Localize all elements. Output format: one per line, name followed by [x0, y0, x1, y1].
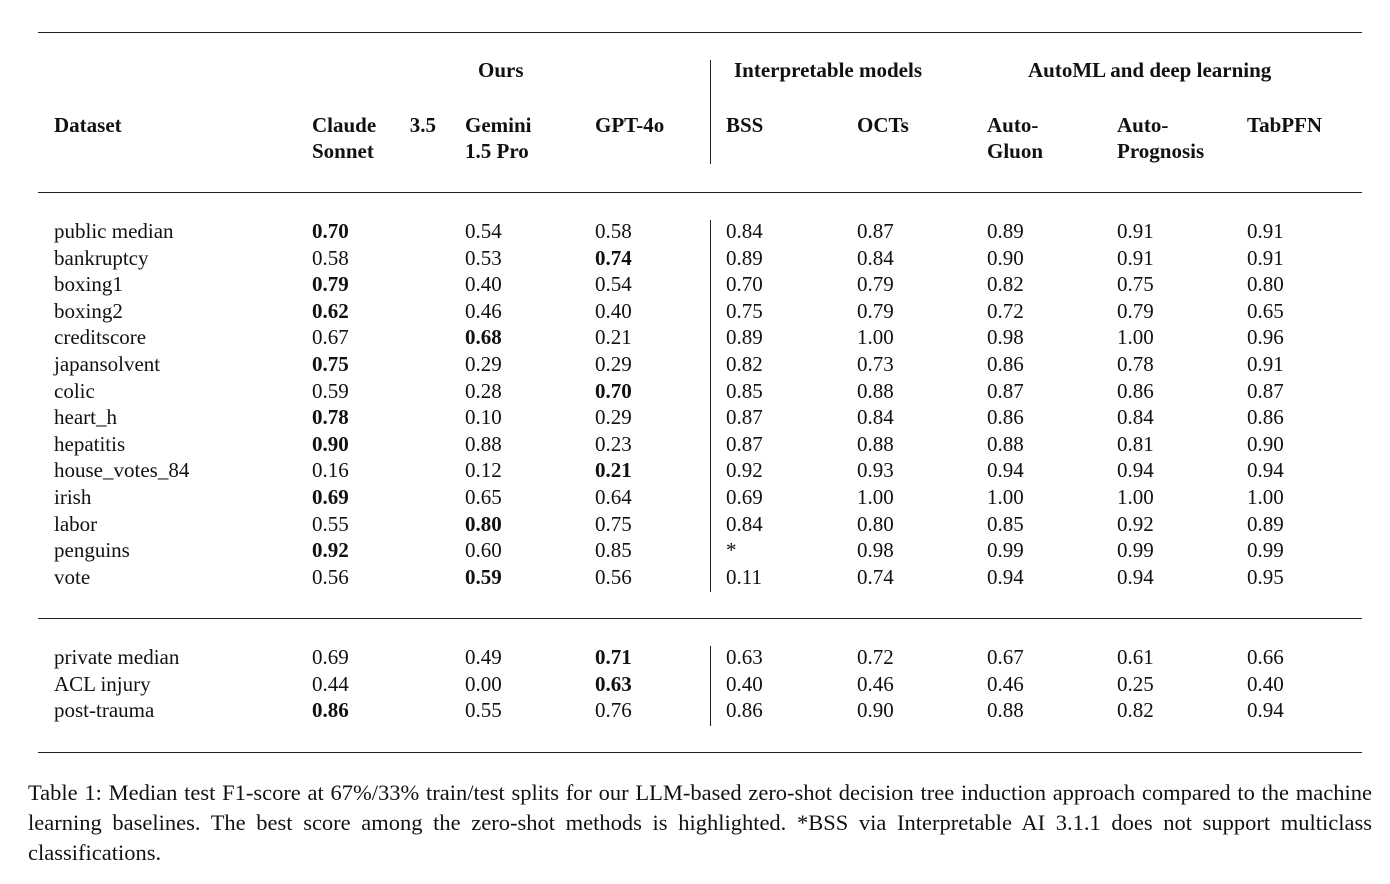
cell-autogluon: 0.88: [987, 431, 1024, 456]
cell-claude: 0.90: [312, 431, 349, 456]
cell-gemini: 0.59: [465, 564, 502, 589]
cell-gpt: 0.29: [595, 405, 632, 430]
cell-bss: 0.92: [726, 458, 763, 483]
column-header-autogluon-line2: Gluon: [987, 139, 1044, 163]
cell-autoprognosis: 0.91: [1117, 219, 1154, 243]
cell-gpt: 0.74: [595, 245, 632, 270]
cell-claude: 0.69: [312, 645, 349, 669]
cell-autogluon: 0.85: [987, 511, 1024, 536]
cell-dataset: public median: [54, 219, 174, 243]
cell-claude: 0.58: [312, 245, 349, 270]
cell-dataset: creditscore: [54, 325, 147, 350]
cell-dataset: boxing2: [54, 298, 123, 323]
column-header-bss: BSS: [726, 113, 764, 137]
cell-dataset: house_votes_84: [54, 458, 190, 483]
table-row: [0, 404, 1390, 431]
cell-autoprognosis: 0.61: [1117, 645, 1154, 669]
cell-claude: 0.92: [312, 538, 349, 563]
cell-gpt: 0.70: [595, 378, 632, 403]
cell-tabpfn: 0.91: [1247, 245, 1284, 270]
cell-tabpfn: 0.91: [1247, 352, 1284, 376]
cell-autoprognosis: 0.82: [1117, 698, 1154, 723]
cell-tabpfn: 0.86: [1247, 405, 1284, 430]
cell-octs: 0.72: [857, 645, 894, 669]
bottom-rule: [38, 752, 1362, 753]
cell-tabpfn: 0.96: [1247, 325, 1284, 350]
table-row: [0, 511, 1390, 538]
cell-claude: 0.69: [312, 485, 349, 509]
cell-octs: 0.84: [857, 405, 894, 430]
table-row: [0, 457, 1390, 484]
table-row: [0, 324, 1390, 351]
table-row: [0, 644, 1390, 671]
table-caption: Table 1: Median test F1-score at 67%/33% train/test splits for our LLM-based zero-shot decision tree induction approach compared to the machine learning baselines. The best score among the zero-shot methods is highlighted. *BSS via Interpretable AI 3.1.1 does not support multiclass classifications.: [28, 780, 1372, 865]
cell-dataset: penguins: [54, 538, 130, 563]
column-header-claude: [312, 112, 436, 164]
cell-gemini: 0.46: [465, 298, 502, 323]
table-row: [0, 271, 1390, 298]
cell-dataset: hepatitis: [54, 431, 126, 456]
column-header-autoprognosis: [1117, 112, 1204, 164]
cell-octs: 0.93: [857, 458, 894, 483]
cell-gemini: 0.54: [465, 219, 502, 243]
cell-autogluon: 1.00: [987, 485, 1024, 509]
top-rule: [38, 32, 1362, 33]
cell-tabpfn: 1.00: [1247, 485, 1284, 509]
cell-gpt: 0.29: [595, 352, 632, 376]
cell-tabpfn: 0.99: [1247, 538, 1284, 563]
cell-gemini: 0.68: [465, 325, 502, 350]
table-row: [0, 697, 1390, 724]
cell-gpt: 0.76: [595, 698, 632, 723]
cell-autoprognosis: 0.79: [1117, 298, 1154, 323]
table-row: [0, 537, 1390, 564]
cell-tabpfn: 0.89: [1247, 511, 1284, 536]
cell-autoprognosis: 0.84: [1117, 405, 1154, 430]
cell-tabpfn: 0.94: [1247, 458, 1284, 483]
cell-gemini: 0.65: [465, 485, 502, 509]
cell-autoprognosis: 1.00: [1117, 325, 1154, 350]
cell-tabpfn: 0.94: [1247, 698, 1284, 723]
cell-claude: 0.86: [312, 698, 349, 723]
cell-tabpfn: 0.65: [1247, 298, 1284, 323]
cell-octs: 0.79: [857, 298, 894, 323]
cell-gpt: 0.23: [595, 431, 632, 456]
cell-bss: 0.69: [726, 485, 763, 509]
cell-claude: 0.16: [312, 458, 349, 483]
cell-octs: 1.00: [857, 485, 894, 509]
cell-autoprognosis: 0.92: [1117, 511, 1154, 536]
table-row: [0, 378, 1390, 405]
cell-gpt: 0.64: [595, 485, 632, 509]
cell-octs: 0.87: [857, 219, 894, 243]
cell-bss: 0.87: [726, 405, 763, 430]
cell-tabpfn: 0.87: [1247, 378, 1284, 403]
cell-autoprognosis: 0.81: [1117, 431, 1154, 456]
cell-autogluon: 0.94: [987, 564, 1024, 589]
column-header-autogluon: [987, 112, 1043, 164]
cell-autogluon: 0.90: [987, 245, 1024, 270]
cell-octs: 0.88: [857, 431, 894, 456]
table-row: [0, 351, 1390, 378]
cell-gemini: 0.55: [465, 698, 502, 723]
cell-autoprognosis: 0.91: [1117, 245, 1154, 270]
cell-bss: 0.85: [726, 378, 763, 403]
cell-autogluon: 0.86: [987, 405, 1024, 430]
cell-autoprognosis: 0.94: [1117, 458, 1154, 483]
cell-bss: *: [726, 538, 737, 563]
cell-gpt: 0.40: [595, 298, 632, 323]
cell-dataset: private median: [54, 645, 180, 669]
cell-claude: 0.78: [312, 405, 349, 430]
cell-gemini: 0.28: [465, 378, 502, 403]
cell-tabpfn: 0.95: [1247, 564, 1284, 589]
cell-autoprognosis: 0.86: [1117, 378, 1154, 403]
cell-autogluon: 0.67: [987, 645, 1024, 669]
column-header-dataset: Dataset: [54, 113, 122, 137]
cell-tabpfn: 0.91: [1247, 219, 1284, 243]
cell-claude: 0.75: [312, 352, 349, 376]
column-header-gpt: GPT-4o: [595, 113, 665, 137]
cell-gemini: 0.10: [465, 405, 502, 430]
cell-dataset: bankruptcy: [54, 245, 149, 270]
cell-autogluon: 0.72: [987, 298, 1024, 323]
cell-bss: 0.63: [726, 645, 763, 669]
cell-autoprognosis: 0.75: [1117, 272, 1154, 297]
cell-gemini: 0.49: [465, 645, 502, 669]
cell-gpt: 0.21: [595, 325, 632, 350]
cell-gemini: 0.53: [465, 245, 502, 270]
cell-dataset: colic: [54, 378, 95, 403]
cell-gpt: 0.85: [595, 538, 632, 563]
cell-claude: 0.70: [312, 219, 349, 243]
cell-bss: 0.40: [726, 671, 763, 696]
cell-bss: 0.84: [726, 511, 763, 536]
cell-autogluon: 0.99: [987, 538, 1024, 563]
cell-octs: 0.88: [857, 378, 894, 403]
group-header-interpretable: Interpretable models: [734, 58, 923, 82]
cell-bss: 0.89: [726, 325, 763, 350]
column-header-claude-sonnet: Sonnet: [312, 139, 374, 163]
cell-dataset: ACL injury: [54, 671, 151, 696]
cell-gemini: 0.80: [465, 511, 502, 536]
cell-dataset: boxing1: [54, 272, 123, 297]
cell-autoprognosis: 1.00: [1117, 485, 1154, 509]
cell-octs: 0.98: [857, 538, 894, 563]
cell-bss: 0.75: [726, 298, 763, 323]
section-rule: [38, 618, 1362, 619]
table-row: [0, 564, 1390, 591]
column-header-tabpfn: TabPFN: [1247, 113, 1323, 137]
cell-autogluon: 0.86: [987, 352, 1024, 376]
column-header-autoprognosis-line1: Auto-: [1117, 113, 1169, 137]
cell-claude: 0.59: [312, 378, 349, 403]
cell-autogluon: 0.94: [987, 458, 1024, 483]
cell-autogluon: 0.87: [987, 378, 1024, 403]
column-header-claude-version: 3.5: [409, 113, 436, 137]
table-row: [0, 218, 1390, 245]
cell-bss: 0.84: [726, 219, 763, 243]
cell-tabpfn: 0.66: [1247, 645, 1284, 669]
column-header-claude-name: Claude: [312, 113, 377, 137]
cell-autoprognosis: 0.94: [1117, 564, 1154, 589]
cell-autogluon: 0.46: [987, 671, 1024, 696]
cell-gpt: 0.75: [595, 511, 632, 536]
table-row: [0, 484, 1390, 511]
cell-octs: 0.90: [857, 698, 894, 723]
cell-dataset: irish: [54, 485, 92, 509]
cell-gemini: 0.88: [465, 431, 502, 456]
cell-dataset: heart_h: [54, 405, 117, 430]
cell-tabpfn: 0.80: [1247, 272, 1284, 297]
column-header-autogluon-line1: Auto-: [987, 113, 1039, 137]
cell-autogluon: 0.88: [987, 698, 1024, 723]
cell-octs: 0.79: [857, 272, 894, 297]
cell-claude: 0.62: [312, 298, 349, 323]
cell-gpt: 0.21: [595, 458, 632, 483]
cell-autogluon: 0.89: [987, 219, 1024, 243]
column-header-gemini-name: Gemini: [465, 113, 532, 137]
cell-autoprognosis: 0.78: [1117, 352, 1154, 376]
cell-tabpfn: 0.40: [1247, 671, 1284, 696]
cell-bss: 0.87: [726, 431, 763, 456]
cell-octs: 0.74: [857, 564, 894, 589]
cell-bss: 0.89: [726, 245, 763, 270]
header-rule: [38, 192, 1362, 193]
cell-octs: 0.73: [857, 352, 894, 376]
cell-gpt: 0.54: [595, 272, 632, 297]
cell-gemini: 0.29: [465, 352, 502, 376]
cell-bss: 0.82: [726, 352, 763, 376]
cell-octs: 0.46: [857, 671, 894, 696]
cell-autogluon: 0.98: [987, 325, 1024, 350]
cell-claude: 0.79: [312, 272, 349, 297]
cell-gemini: 0.60: [465, 538, 502, 563]
cell-gpt: 0.71: [595, 645, 632, 669]
cell-autogluon: 0.82: [987, 272, 1024, 297]
cell-gemini: 0.12: [465, 458, 502, 483]
cell-bss: 0.11: [726, 564, 762, 589]
cell-dataset: vote: [54, 564, 91, 589]
cell-gpt: 0.56: [595, 564, 632, 589]
table-row: [0, 671, 1390, 698]
cell-gpt: 0.63: [595, 671, 632, 696]
column-header-octs: OCTs: [857, 113, 909, 137]
cell-tabpfn: 0.90: [1247, 431, 1284, 456]
table-row: [0, 431, 1390, 458]
cell-gpt: 0.58: [595, 219, 632, 243]
cell-autoprognosis: 0.25: [1117, 671, 1154, 696]
column-header-gemini: [465, 112, 532, 164]
cell-octs: 1.00: [857, 325, 894, 350]
cell-dataset: labor: [54, 511, 98, 536]
header-vertical-divider: [710, 60, 711, 164]
cell-gemini: 0.40: [465, 272, 502, 297]
cell-claude: 0.55: [312, 511, 349, 536]
cell-gemini: 0.00: [465, 671, 502, 696]
group-header-automl: AutoML and deep learning: [1028, 58, 1272, 82]
table-row: [0, 298, 1390, 325]
cell-octs: 0.84: [857, 245, 894, 270]
cell-claude: 0.44: [312, 671, 349, 696]
cell-bss: 0.86: [726, 698, 763, 723]
cell-bss: 0.70: [726, 272, 763, 297]
cell-autoprognosis: 0.99: [1117, 538, 1154, 563]
group-header-ours: Ours: [478, 58, 524, 82]
column-header-autoprognosis-line2: Prognosis: [1117, 139, 1205, 163]
cell-claude: 0.56: [312, 564, 349, 589]
cell-claude: 0.67: [312, 325, 349, 350]
cell-dataset: post-trauma: [54, 698, 155, 723]
column-header-gemini-version: 1.5 Pro: [465, 139, 529, 163]
cell-octs: 0.80: [857, 511, 894, 536]
cell-dataset: japansolvent: [54, 352, 161, 376]
table-row: [0, 245, 1390, 272]
